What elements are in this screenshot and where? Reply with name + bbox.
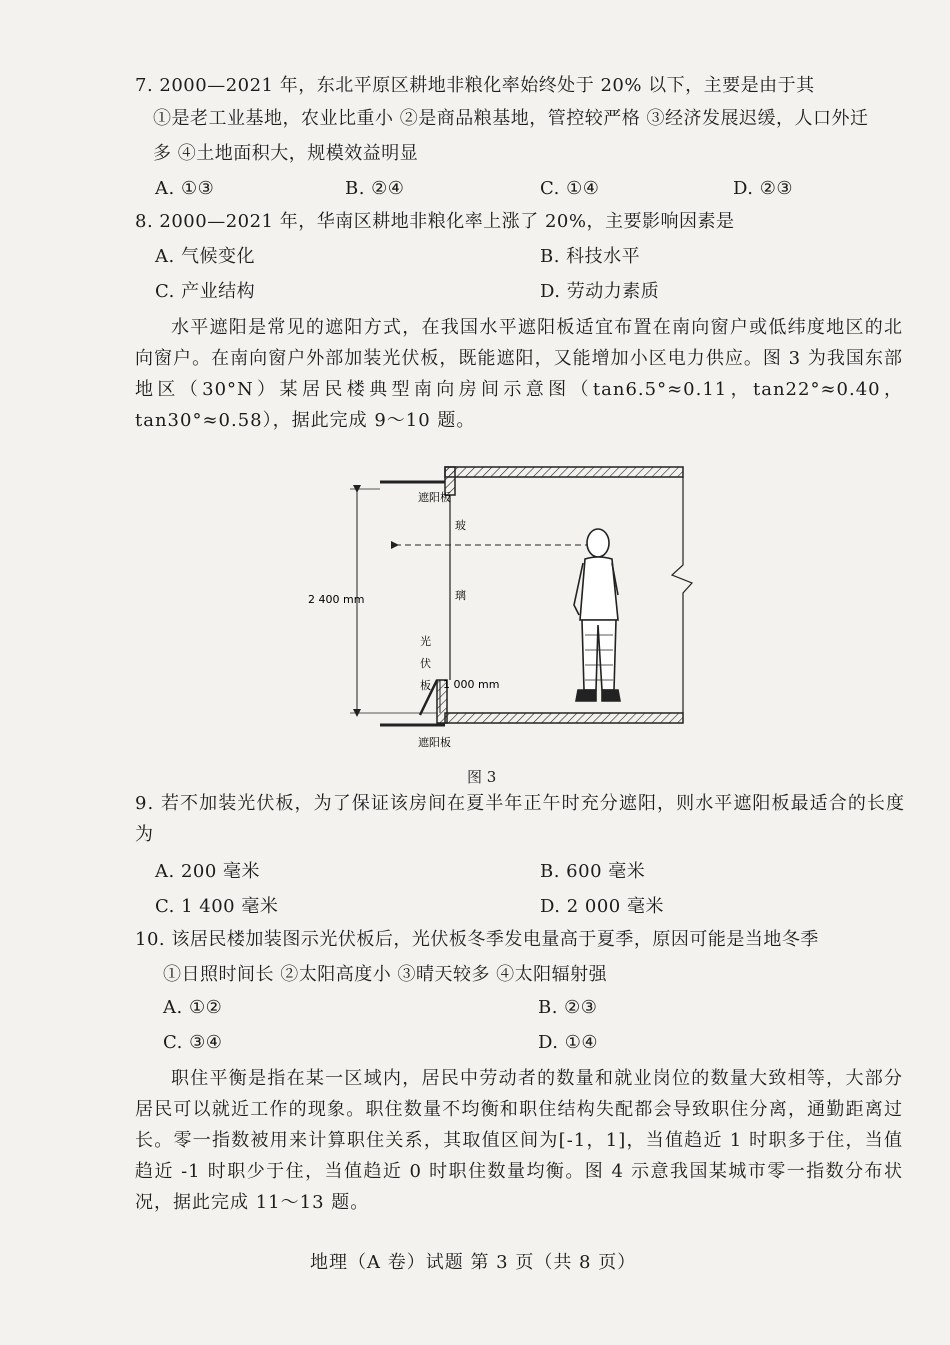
label-pv-3: 板 <box>420 679 431 692</box>
q10-option-b[interactable]: B. ②③ <box>538 997 598 1018</box>
q7-option-b[interactable]: B. ②④ <box>345 178 405 199</box>
figure-3-caption: 图 3 <box>467 768 497 786</box>
passage-job-housing: 职住平衡是指在某一区域内，居民中劳动者的数量和就业岗位的数量大致相等，大部分居民可以就近工作的现象。职住数量不均衡和职住结构失配都会导致职住分离，通勤距离过长。零一指数被用来计算职住关系，其取值区间为[-1，1]，当值趋近 1 时职多于住，当值趋近 -1 时职少于住，当值趋近 0 时职住数量均衡。图 4 示意我国某城市零一指数分布状况，据此完成 11～13 题。 <box>135 1068 903 1213</box>
page-footer: 地理（A 卷）试题 第 3 页（共 8 页） <box>310 1252 637 1273</box>
label-glass-1: 玻 <box>455 519 466 532</box>
q10-option-a[interactable]: A. ①② <box>163 997 223 1018</box>
q10-items: ①日照时间长 ②太阳高度小 ③晴天较多 ④太阳辐射强 <box>163 964 608 985</box>
q9-option-d[interactable]: D. 2 000 毫米 <box>540 896 664 917</box>
q7-items-line1: ①是老工业基地，农业比重小 ②是商品粮基地，管控较严格 ③经济发展迟缓，人口外迁 <box>153 108 869 129</box>
q7-items-line2: 多 ④土地面积大，规模效益明显 <box>153 143 419 164</box>
q8-option-c[interactable]: C. 产业结构 <box>155 281 256 302</box>
label-pv-1: 光 <box>420 635 431 648</box>
q8-option-d[interactable]: D. 劳动力素质 <box>540 281 660 302</box>
q10-stem: 10. 该居民楼加装图示光伏板后，光伏板冬季发电量高于夏季，原因可能是当地冬季 <box>135 929 819 950</box>
q7-stem: 7. 2000—2021 年，东北平原区耕地非粮化率始终处于 20% 以下，主要是由于其 <box>135 75 815 96</box>
q10-option-d[interactable]: D. ①④ <box>538 1032 599 1053</box>
q7-option-c[interactable]: C. ①④ <box>540 178 600 199</box>
q9-option-a[interactable]: A. 200 毫米 <box>155 861 261 882</box>
q9-stem: 9. 若不加装光伏板，为了保证该房间在夏半年正午时充分遮阳，则水平遮阳板最适合的长度为 <box>135 793 905 845</box>
label-glass-2: 璃 <box>455 589 466 602</box>
figure-3 <box>300 455 710 755</box>
label-bottom-board: 遮阳板 <box>418 736 451 749</box>
label-top-board: 遮阳板 <box>418 491 451 504</box>
ceiling-slab <box>445 467 683 477</box>
floor-slab <box>445 713 683 723</box>
passage-shading: 水平遮阳是常见的遮阳方式，在我国水平遮阳板适宜布置在南向窗户或低纬度地区的北向窗户。在南向窗户外部加装光伏板，既能遮阳，又能增加小区电力供应。图 3 为我国东部地区（30°N）某居民楼典型南向房间示意图（tan6.5°≈0.11，tan22°≈0.40，tan30°≈0.58），据此完成 9～10 题。 <box>135 317 903 431</box>
label-pv-2: 伏 <box>420 657 431 670</box>
q9-option-c[interactable]: C. 1 400 毫米 <box>155 896 279 917</box>
q8-stem: 8. 2000—2021 年，华南区耕地非粮化率上涨了 20%，主要影响因素是 <box>135 211 735 232</box>
label-2400mm: 2 400 mm <box>308 593 365 606</box>
q7-option-a[interactable]: A. ①③ <box>155 178 215 199</box>
break-line <box>672 477 692 713</box>
q10-option-c[interactable]: C. ③④ <box>163 1032 223 1053</box>
person-figure <box>574 529 620 701</box>
label-1000mm: 1 000 mm <box>443 678 500 691</box>
q8-option-a[interactable]: A. 气候变化 <box>155 246 255 267</box>
q9-option-b[interactable]: B. 600 毫米 <box>540 861 646 882</box>
q7-option-d[interactable]: D. ②③ <box>733 178 794 199</box>
room-diagram <box>300 455 710 755</box>
q8-option-b[interactable]: B. 科技水平 <box>540 246 641 267</box>
